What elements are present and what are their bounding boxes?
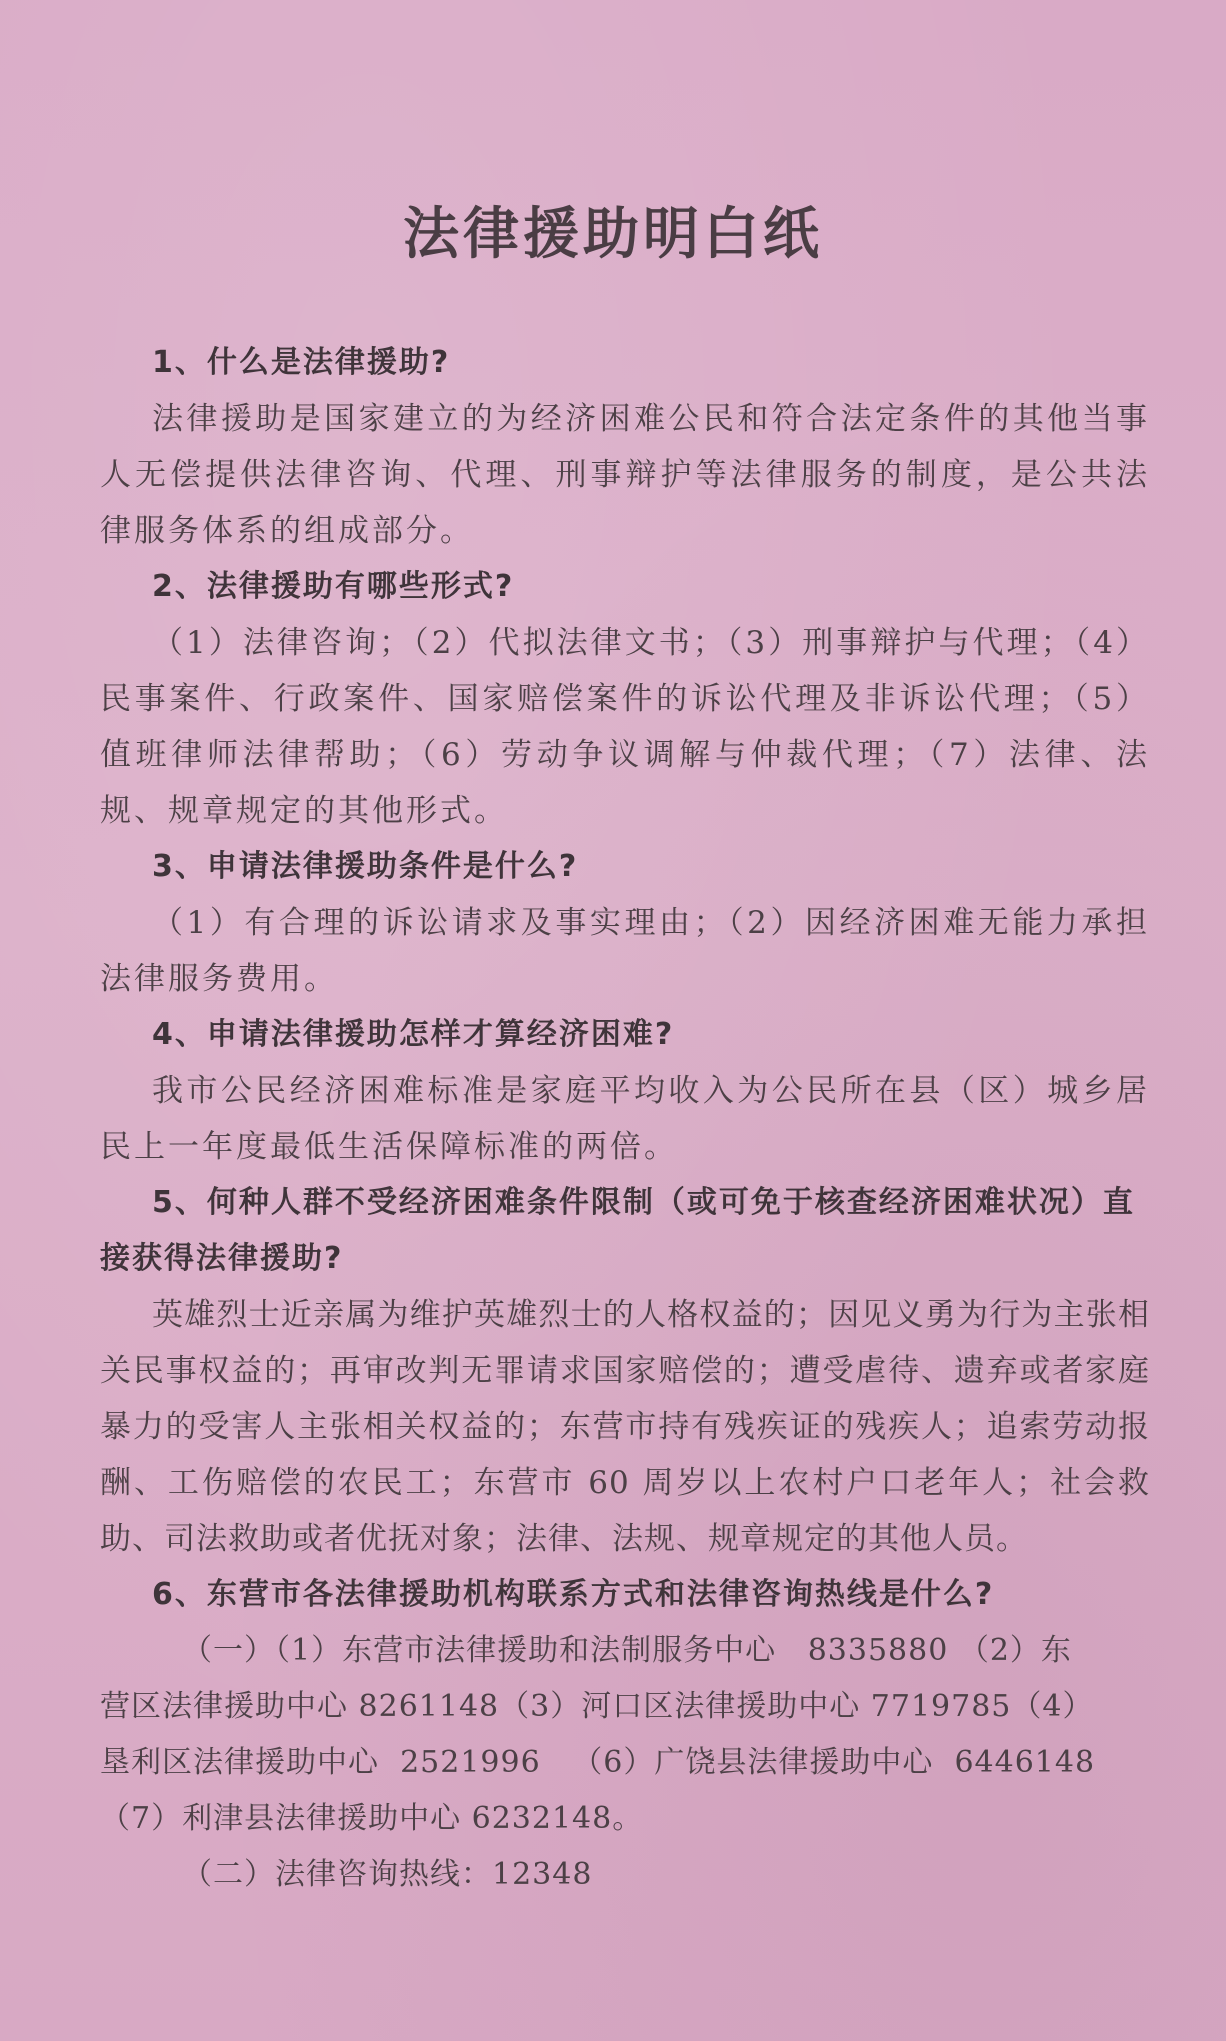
- section-text: 法律援助是国家建立的为经济困难公民和符合法定条件的其他当事人无偿提供法律咨询、代理、刑事辩护等法律服务的制度，是公共法律服务体系的组成部分。: [100, 401, 1150, 549]
- page-title: 法律援助明白纸: [403, 202, 823, 267]
- section-3: [100, 839, 1150, 1007]
- section-heading: 1、什么是法律援助?: [152, 345, 451, 380]
- hotline-line: （二）法律咨询热线：12348: [182, 1857, 593, 1892]
- section-heading: 4、申请法律援助怎样才算经济困难?: [152, 1017, 675, 1052]
- section-heading: 3、申请法律援助条件是什么?: [152, 849, 579, 884]
- contact-line: （7）利津县法律援助中心 6232148。: [100, 1801, 644, 1836]
- section-text: （1）有合理的诉讼请求及事实理由；（2）因经济困难无能力承担法律服务费用。: [100, 905, 1150, 997]
- section-heading: 6、东营市各法律援助机构联系方式和法律咨询热线是什么?: [152, 1577, 995, 1612]
- section-4: [100, 1007, 1150, 1175]
- contact-line: （一）（1）东营市法律援助和法制服务中心 8335880 （2）东: [182, 1633, 1072, 1668]
- section-text: 英雄烈士近亲属为维护英雄烈士的人格权益的；因见义勇为行为主张相关民事权益的；再审改判无罪请求国家赔偿的；遭受虐待、遗弃或者家庭暴力的受害人主张相关权益的；东营市持有残疾证的残疾人；追索劳动报酬、工伤赔偿的农民工；东营市 60 周岁以上农村户口老年人；社会救助、司法救助或者优抚对象；法律、法规、规章规定的其他人员。: [100, 1297, 1150, 1557]
- section-1: [100, 335, 1150, 559]
- section-heading: 2、法律援助有哪些形式?: [152, 569, 515, 604]
- section-text: （1）法律咨询；（2）代拟法律文书；（3）刑事辩护与代理；（4）民事案件、行政案件、国家赔偿案件的诉讼代理及非诉讼代理；（5）值班律师法律帮助；（6）劳动争议调解与仲裁代理；（7）法律、法规、规章规定的其他形式。: [100, 625, 1150, 829]
- section-2: [100, 559, 1150, 839]
- section-5: [100, 1175, 1150, 1567]
- section-6: [100, 1567, 1150, 1903]
- section-heading: 5、何种人群不受经济困难条件限制（或可免于核查经济困难状况）直接获得法律援助?: [100, 1185, 1135, 1276]
- contact-line: 营区法律援助中心 8261148（3）河口区法律援助中心 7719785（4）: [100, 1689, 1094, 1724]
- document-body: [100, 335, 1150, 1903]
- contact-line: 垦利区法律援助中心 2521996 （6）广饶县法律援助中心 6446148: [100, 1745, 1096, 1780]
- section-text: 我市公民经济困难标准是家庭平均收入为公民所在县（区）城乡居民上一年度最低生活保障标准的两倍。: [100, 1073, 1150, 1165]
